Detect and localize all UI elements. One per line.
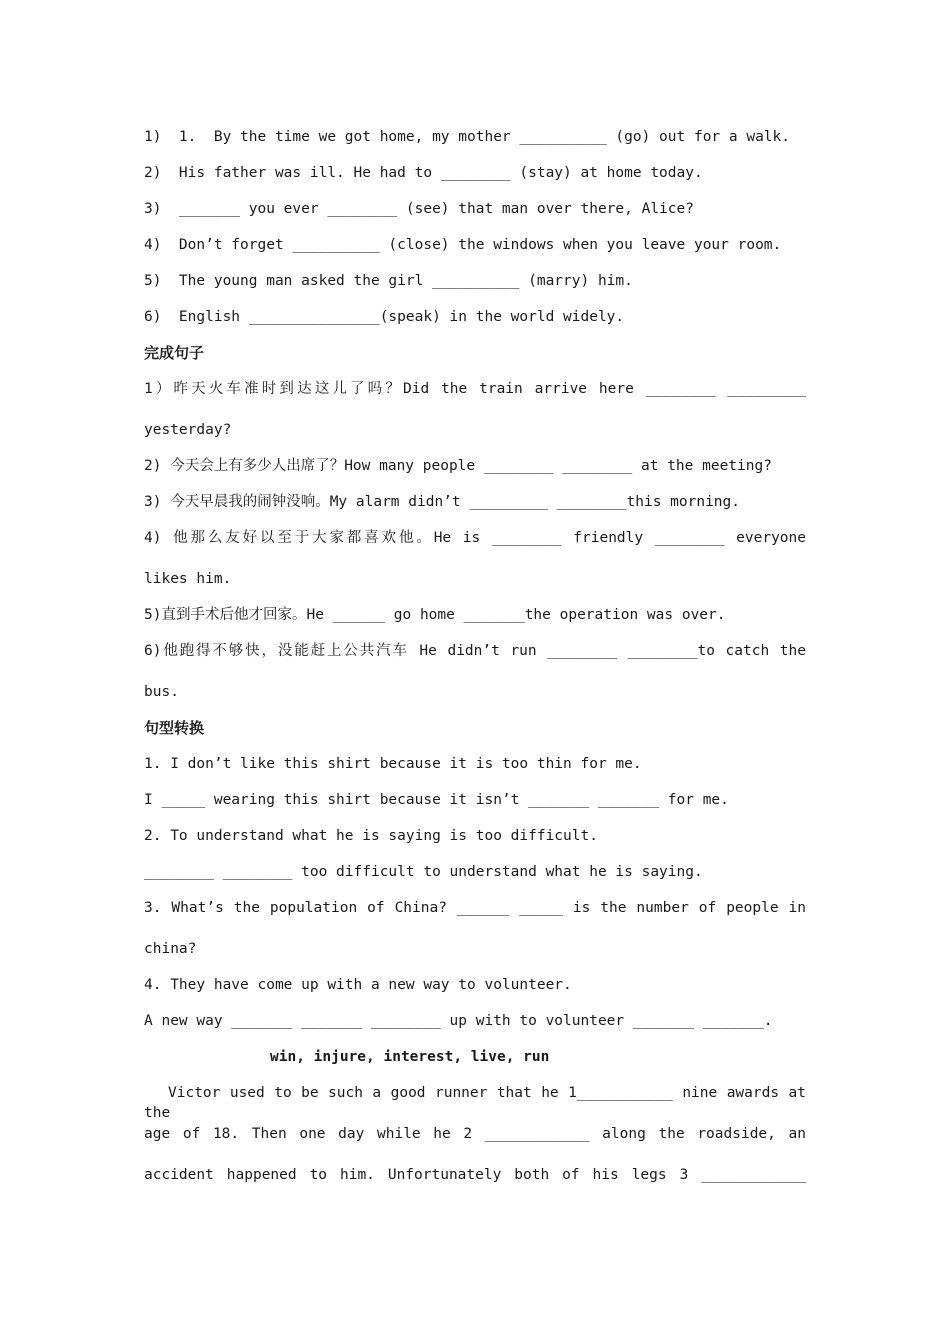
exercise-line-4: 4) Don’t forget __________ (close) the windows when you leave your room.	[144, 237, 782, 253]
sentence-line-4: 4) 他那么友好以至于大家都喜欢他。He is ________ friendly ________ everyone	[144, 530, 806, 546]
transform-line-2-answer: ________ ________ too difficult to understand what he is saying.	[144, 864, 703, 880]
transform-line-4-answer: A new way _______ _______ ________ up with to volunteer _______ _______.	[144, 1013, 773, 1029]
sentence-line-2: 2) 今天会上有多少人出席了？How many people ________ ________ at the meeting?	[144, 458, 772, 474]
transform-line-1: 1. I don’t like this shirt because it is too thin for me.	[144, 756, 642, 772]
sentence-line-3: 3) 今天早晨我的闹钟没响。My alarm didn’t _________ ________this morning.	[144, 494, 740, 510]
passage-line-1: Victor used to be such a good runner that he 1___________ nine awards at the	[144, 1085, 806, 1121]
sentence-line-4-cont: likes him.	[144, 571, 232, 587]
transform-line-2: 2. To understand what he is saying is too difficult.	[144, 828, 598, 844]
exercise-line-3: 3) _______ you ever ________ (see) that man over there, Alice?	[144, 201, 694, 217]
sentence-line-6: 6)他跑得不够快，没能赶上公共汽车 He didn’t run ________ ________to catch the	[144, 643, 806, 659]
exercise-line-5: 5) The young man asked the girl __________ (marry) him.	[144, 273, 633, 289]
sentence-line-1-cont: yesterday?	[144, 422, 232, 438]
passage-line-2: age of 18. Then one day while he 2 ____________ along the roadside, an	[144, 1126, 806, 1142]
transform-line-1-answer: I _____ wearing this shirt because it isn’t _______ _______ for me.	[144, 792, 729, 808]
transform-line-3: 3. What’s the population of China? ______ _____ is the number of people in	[144, 900, 806, 916]
word-box: win, injure, interest, live, run	[270, 1049, 550, 1065]
transform-line-4: 4. They have come up with a new way to volunteer.	[144, 977, 572, 993]
passage-line-3: accident happened to him. Unfortunately both of his legs 3 ____________	[144, 1167, 806, 1183]
exercise-line-6: 6) English _______________(speak) in the world widely.	[144, 309, 625, 325]
sentence-line-5: 5)直到手术后他才回家。He ______ go home _______the operation was over.	[144, 607, 726, 623]
section-title-complete-sentences: 完成句子	[144, 344, 205, 362]
sentence-line-1: 1）昨天火车准时到达这儿了吗？Did the train arrive here ________ _________	[144, 381, 806, 397]
transform-line-3-cont: china?	[144, 941, 197, 957]
exercise-line-1: 1) 1. By the time we got home, my mother __________ (go) out for a walk.	[144, 129, 791, 145]
exercise-line-2: 2) His father was ill. He had to ________ (stay) at home today.	[144, 165, 703, 181]
sentence-line-6-cont: bus.	[144, 684, 179, 700]
section-title-sentence-transformation: 句型转换	[144, 719, 205, 737]
